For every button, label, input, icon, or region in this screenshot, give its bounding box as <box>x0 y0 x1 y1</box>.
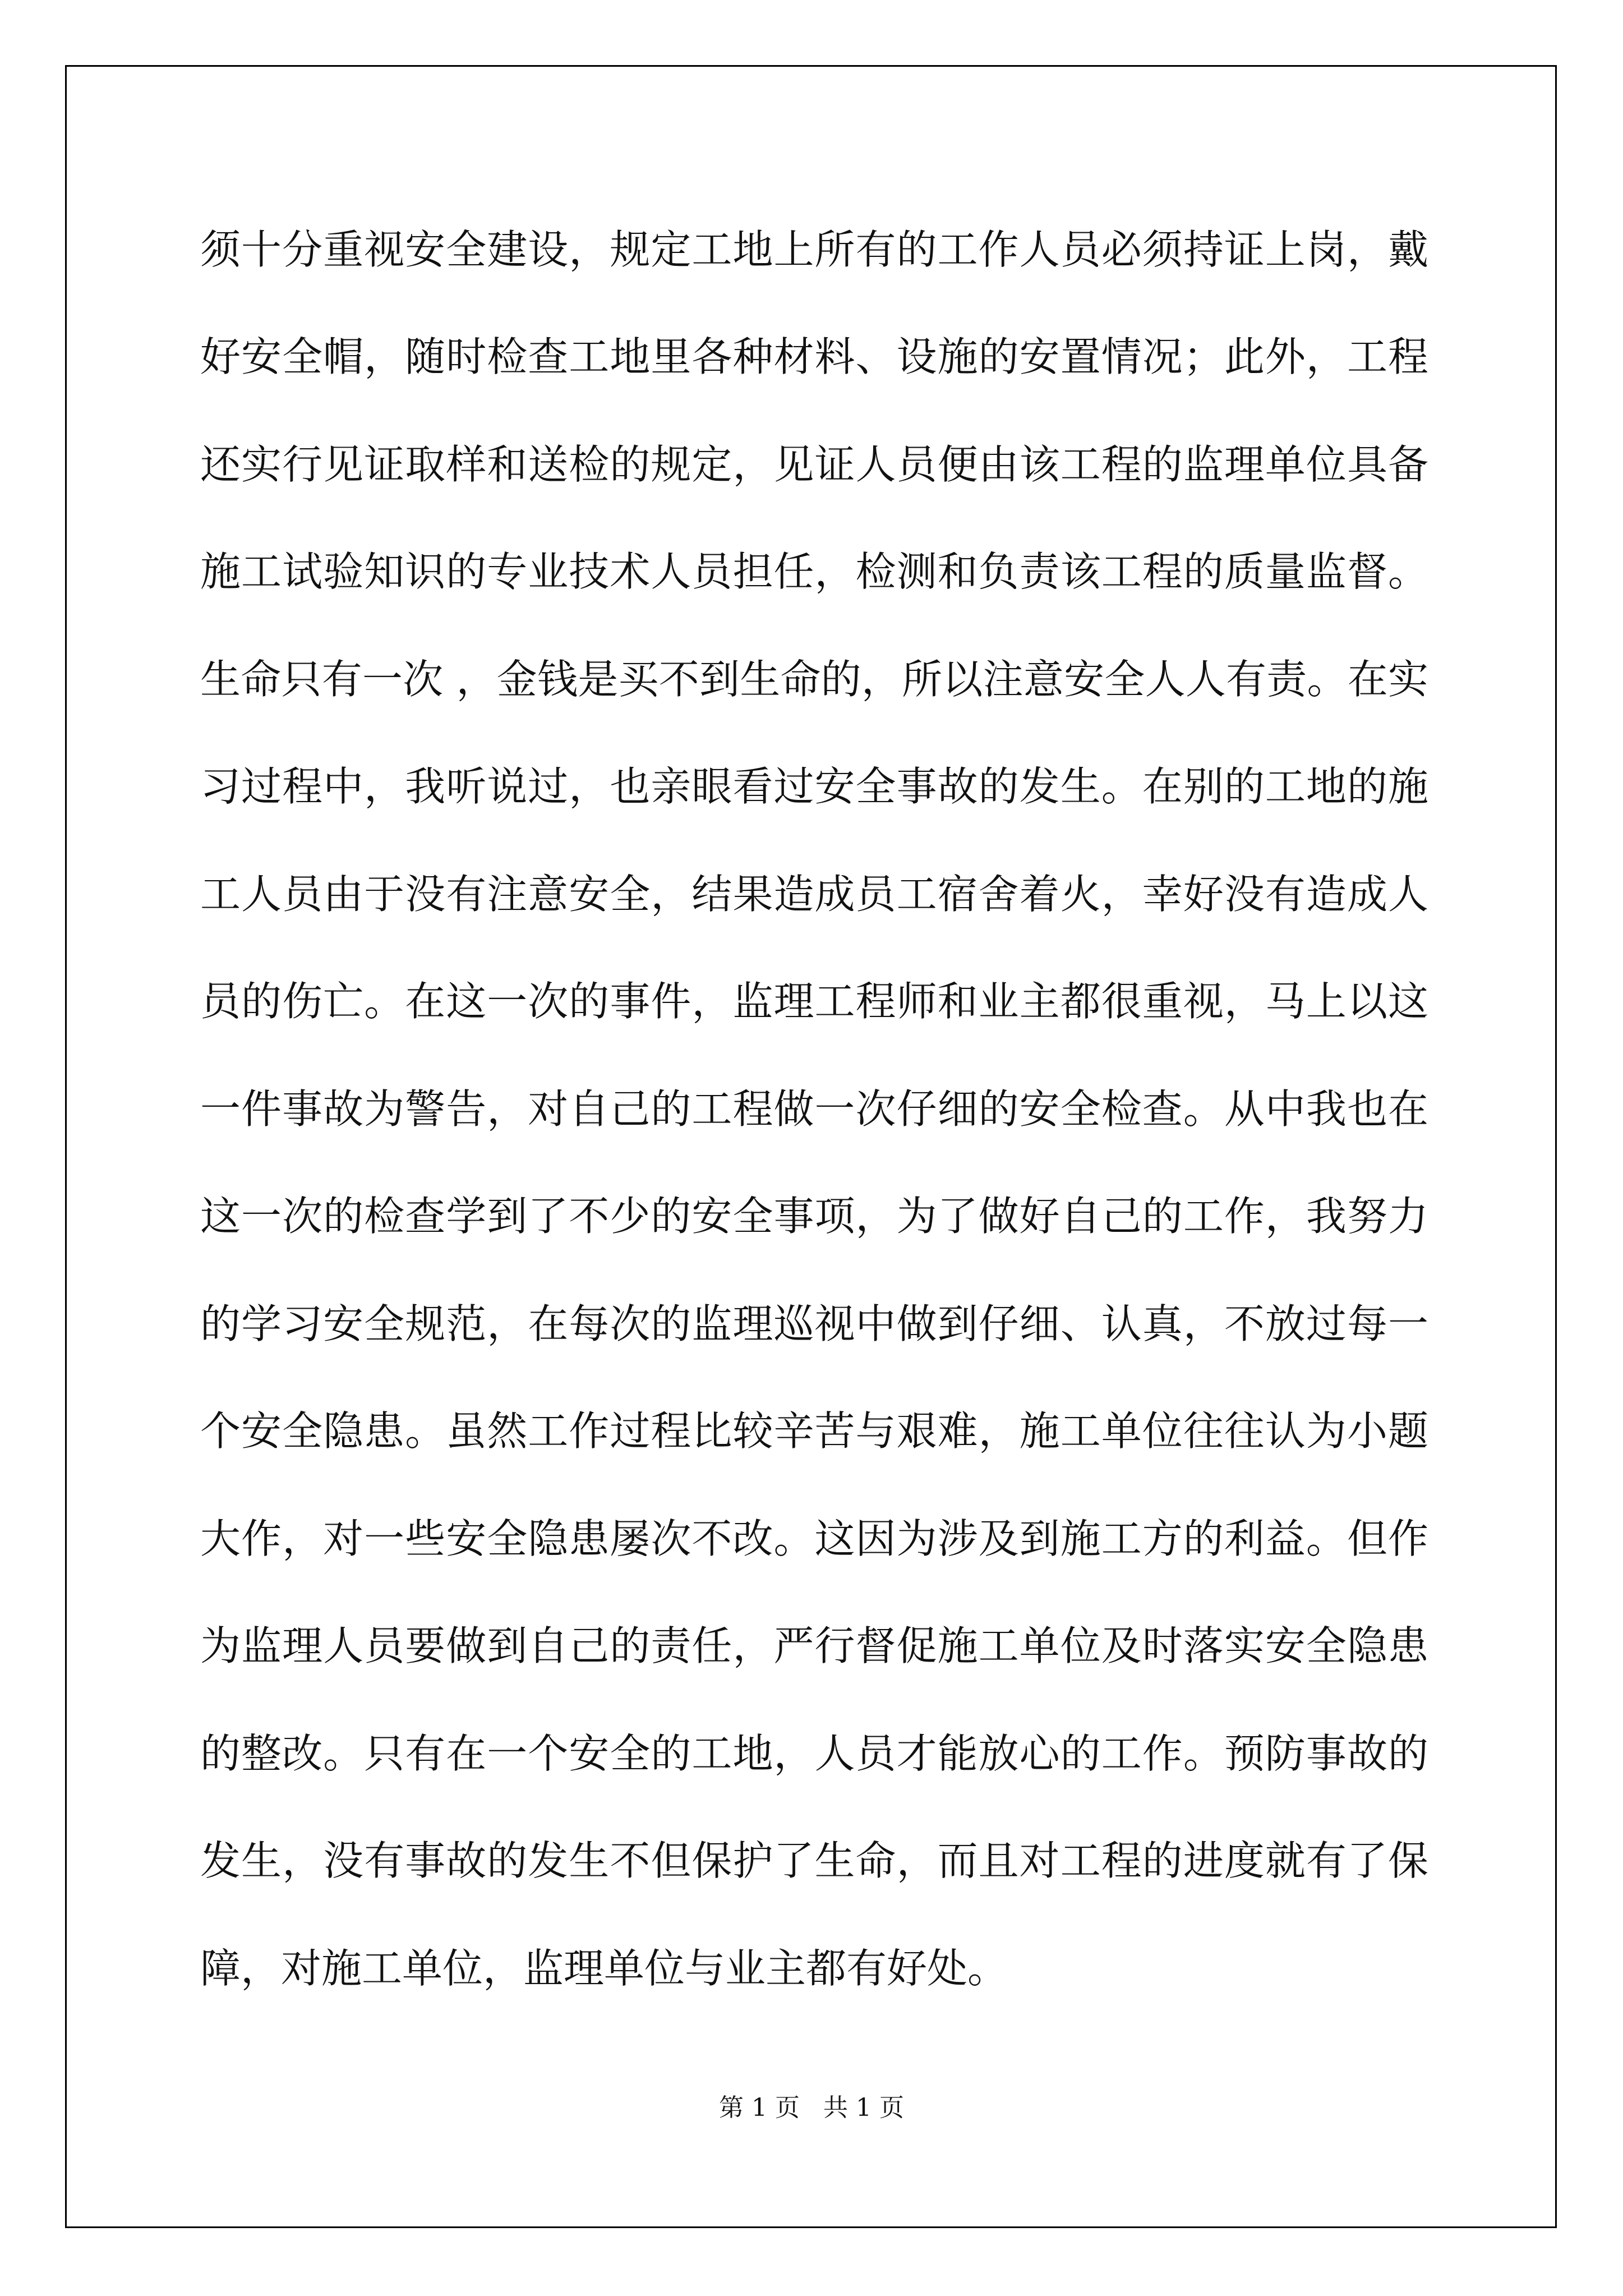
text-line: 员的伤亡。在这一次的事件，监理工程师和业主都很重视，马上以这 <box>200 978 1428 1025</box>
text-line: 须十分重视安全建设，规定工地上所有的工作人员必须持证上岗，戴 <box>200 226 1428 273</box>
text-line: 工人员由于没有注意安全，结果造成员工宿舍着火，幸好没有造成人 <box>200 871 1428 918</box>
text-line: 施工试验知识的专业技术人员担任，检测和负责该工程的质量监督。 <box>200 548 1428 595</box>
text-line: 障，对施工单位，监理单位与业主都有好处。 <box>200 1945 1008 1992</box>
text-line: 习过程中，我听说过，也亲眼看过安全事故的发生。在别的工地的施 <box>200 763 1428 810</box>
text-line: 这一次的检查学到了不少的安全事项，为了做好自己的工作，我努力 <box>200 1193 1428 1240</box>
text-line: 的学习安全规范，在每次的监理巡视中做到仔细、认真，不放过每一 <box>200 1300 1428 1347</box>
text-line: 大作，对一些安全隐患屡次不改。这因为涉及到施工方的利益。但作 <box>200 1515 1428 1562</box>
text-line: 还实行见证取样和送检的规定，见证人员便由该工程的监理单位具备 <box>200 441 1428 488</box>
text-line: 生命只有一次 ，金钱是买不到生命的，所以注意安全人人有责。在实 <box>200 656 1428 703</box>
page-number-footer: 第 1 页 共 1 页 <box>719 2093 904 2122</box>
text-line: 好安全帽，随时检查工地里各种材料、设施的安置情况；此外，工程 <box>200 333 1428 380</box>
text-line: 为监理人员要做到自己的责任，严行督促施工单位及时落实安全隐患 <box>200 1622 1428 1669</box>
text-line: 一件事故为警告，对自己的工程做一次仔细的安全检查。从中我也在 <box>200 1085 1428 1133</box>
text-line: 个安全隐患。虽然工作过程比较辛苦与艰难，施工单位往往认为小题 <box>200 1407 1428 1455</box>
text-line: 的整改。只有在一个安全的工地，人员才能放心的工作。预防事故的 <box>200 1730 1428 1777</box>
text-line: 发生，没有事故的发生不但保护了生命，而且对工程的进度就有了保 <box>200 1837 1428 1884</box>
